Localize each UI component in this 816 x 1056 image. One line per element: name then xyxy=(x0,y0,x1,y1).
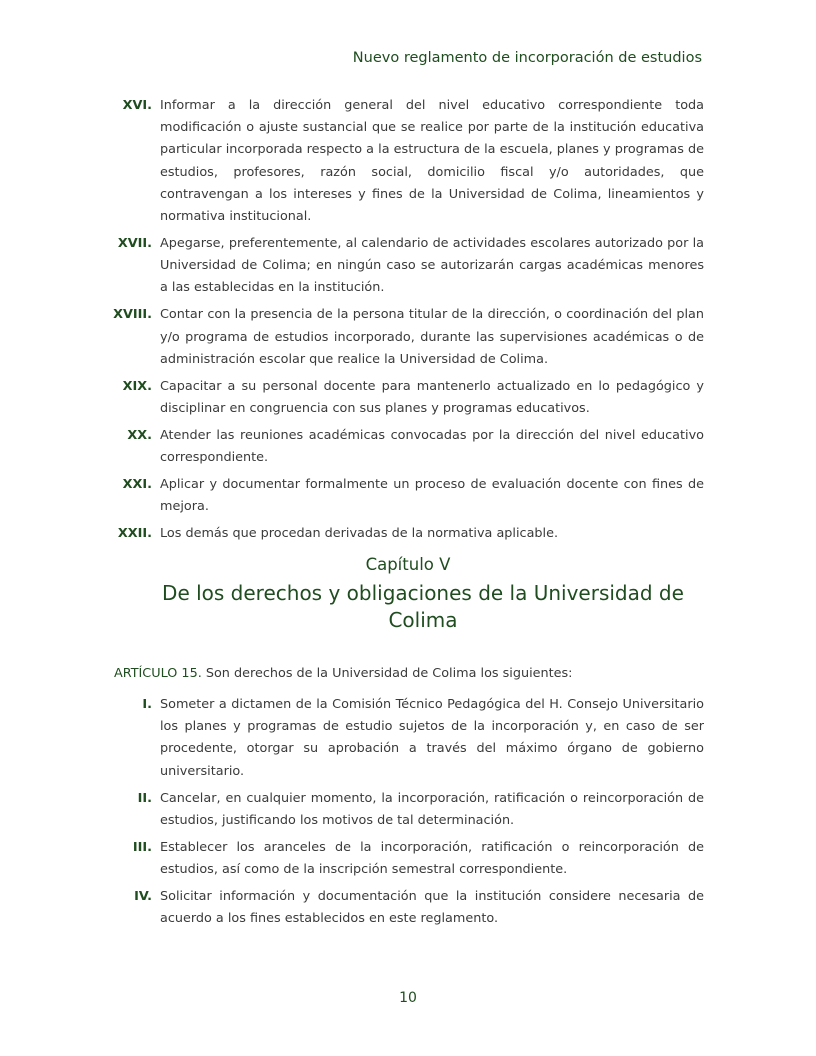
list-item xyxy=(112,837,704,881)
list-item xyxy=(112,788,704,832)
rights-list xyxy=(112,694,704,935)
item-text: Establecer los aranceles de la incorporación, ratificación o reincorporación de estudios, así como de la inscripción semestral correspondiente. xyxy=(160,839,704,878)
item-number: XXI. xyxy=(122,477,152,493)
list-item xyxy=(112,95,704,228)
list-item xyxy=(112,523,704,545)
list-item xyxy=(112,376,704,420)
article-text: Son derechos de la Universidad de Colima los siguientes: xyxy=(205,666,573,681)
item-number: XX. xyxy=(127,428,152,444)
item-text: Solicitar información y documentación que la institución considere necesaria de acuerdo a los fines establecidos en este reglamento. xyxy=(160,889,704,927)
item-number: XVI. xyxy=(122,98,152,113)
list-item xyxy=(112,425,704,469)
running-header: Nuevo reglamento de incorporación de estudios xyxy=(352,50,702,66)
chapter-label: Capítulo V xyxy=(365,555,451,574)
item-text: Contar con la presencia de la persona titular de la dirección, o coordinación del plan y/o programa de estudios incorporado, durante las supervisiones académicas o de administración escolar que realice la Universidad de Colima. xyxy=(160,307,704,367)
list-item xyxy=(112,694,704,783)
item-number: II. xyxy=(137,790,152,806)
chapter-title: De los derechos y obligaciones de la Universidad de Colima xyxy=(162,581,684,632)
item-text: Atender las reuniones académicas convocadas por la dirección del nivel educativo correspondiente. xyxy=(160,428,704,466)
item-text: Los demás que procedan derivadas de la normativa aplicable. xyxy=(160,526,559,542)
article-intro xyxy=(114,663,706,685)
item-number: XVIII. xyxy=(113,307,152,323)
item-text: Aplicar y documentar formalmente un proceso de evaluación docente con fines de mejora. xyxy=(160,477,704,515)
obligations-list-continued xyxy=(112,95,704,550)
list-item xyxy=(112,304,704,371)
item-text: Cancelar, en cualquier momento, la incorporación, ratificación o reincorporación de estudios, justificando los motivos de tal determinación. xyxy=(160,790,704,828)
item-text: Someter a dictamen de la Comisión Técnico Pedagógica del H. Consejo Universitario los planes y programas de estudio sujetos de la incorporación y, en caso de ser procedente, otorgar su aprobación a través del máximo órgano de gobierno universitario. xyxy=(160,697,704,779)
article-label: ARTÍCULO 15. xyxy=(114,666,202,681)
item-number: I. xyxy=(142,697,152,712)
item-number: XIX. xyxy=(122,378,152,394)
list-item xyxy=(112,233,704,300)
item-number: XXII. xyxy=(117,526,152,542)
list-item xyxy=(112,474,704,518)
page-number: 10 xyxy=(399,990,417,1006)
item-number: XVII. xyxy=(117,236,152,252)
list-item xyxy=(112,886,704,930)
item-number: III. xyxy=(132,839,152,855)
item-text: Apegarse, preferentemente, al calendario de actividades escolares autorizado por la Universidad de Colima; en ningún caso se autorizarán cargas académicas menores a las establecidas en la institución. xyxy=(160,236,704,296)
item-text: Capacitar a su personal docente para mantenerlo actualizado en lo pedagógico y disciplinar en congruencia con sus planes y programas educativos. xyxy=(160,378,704,417)
item-text: Informar a la dirección general del nivel educativo correspondiente toda modificación o ajuste sustancial que se realice por parte de la institución educativa particular incorporada respecto a la estructura de la escuela, planes y programas de estudios, profesores, razón social, domicilio fiscal y/o autoridades, que contravengan a los intereses y fines de la Universidad de Colima, lineamientos y normativa institucional. xyxy=(160,98,704,225)
item-number: IV. xyxy=(134,889,152,905)
